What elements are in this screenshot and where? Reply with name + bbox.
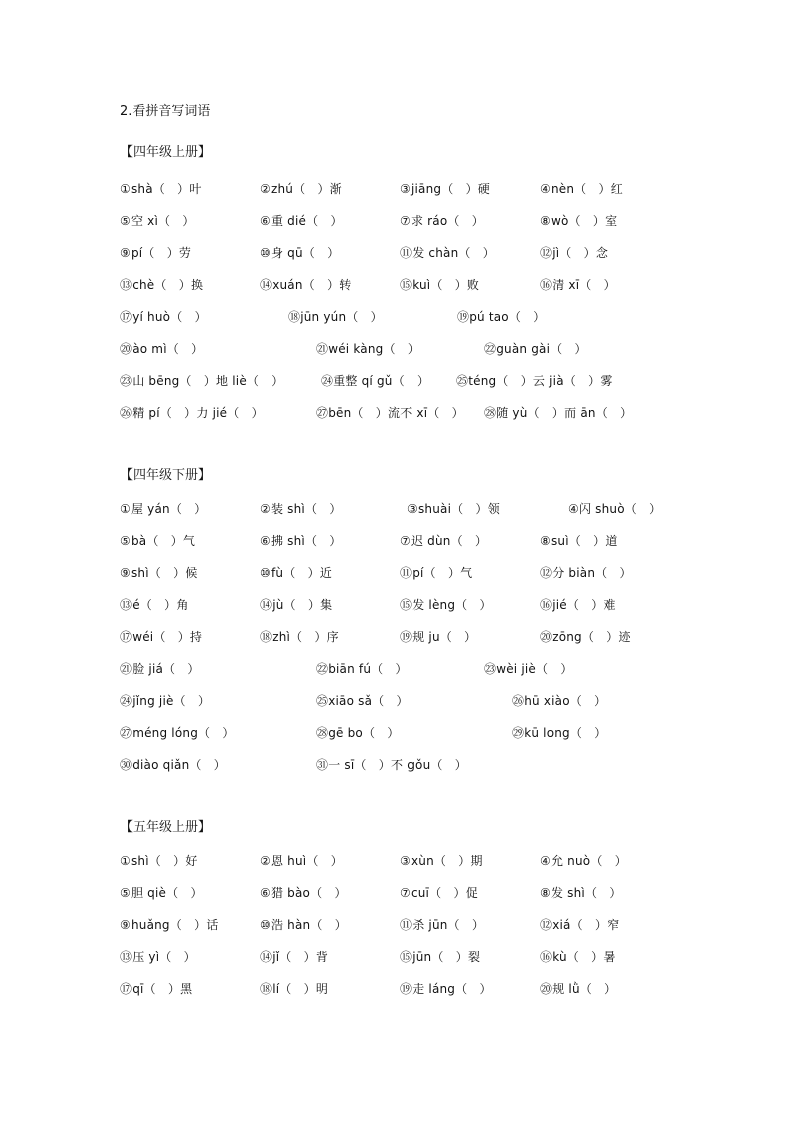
word-item: ⑳规 lǜ（ ）: [540, 982, 617, 996]
word-item: ⑭xuán（ ）转: [260, 278, 352, 292]
word-item: ②zhú（ ）渐: [260, 182, 342, 196]
word-item: ⑯清 xī（ ）: [540, 278, 616, 292]
word-item: ⑯jié（ ）难: [540, 598, 616, 612]
word-item: ⑧suì（ ）道: [540, 534, 618, 548]
section-title: 【四年级下册】: [120, 468, 212, 483]
word-item: ㉕téng（ ）云 jià（ ）雾: [456, 374, 613, 388]
word-item: ⑯kù（ ）暑: [540, 950, 616, 964]
word-item: ⑨shì（ ）候: [120, 566, 198, 580]
word-item: ⑪pí（ ）气: [400, 566, 473, 580]
word-item: ⑦迟 dùn（ ）: [400, 534, 488, 548]
word-item: ⑮jūn（ ）裂: [400, 950, 481, 964]
word-item: ③jiāng（ ）硬: [400, 182, 491, 196]
word-item: ⑱lí（ ）明: [260, 982, 329, 996]
word-item: ⑦求 ráo（ ）: [400, 214, 485, 228]
page-title: 2.看拼音写词语: [120, 104, 211, 119]
word-item: ⑫jì（ ）念: [540, 246, 609, 260]
word-item: ④nèn（ ）红: [540, 182, 623, 196]
word-item: ①shì（ ）好: [120, 854, 198, 868]
word-item: ㉘gē bo（ ）: [316, 726, 400, 740]
word-item: ㉚diào qiǎn（ ）: [120, 758, 226, 772]
word-item: ④闪 shuò（ ）: [568, 502, 662, 516]
word-item: ⑫分 biàn（ ）: [540, 566, 632, 580]
word-item: ⑲走 láng（ ）: [400, 982, 492, 996]
word-item: ⑲规 ju（ ）: [400, 630, 477, 644]
word-item: ⑥拂 shì（ ）: [260, 534, 342, 548]
word-item: ⑩浩 hàn（ ）: [260, 918, 347, 932]
word-item: ⑪发 chàn（ ）: [400, 246, 495, 260]
word-item: ⑮kuì（ ）败: [400, 278, 480, 292]
word-item: ⑤胆 qiè（ ）: [120, 886, 203, 900]
word-item: ⑱jūn yún（ ）: [288, 310, 383, 324]
word-item: ⑩fù（ ）近: [260, 566, 332, 580]
word-item: ③shuài（ ）领: [407, 502, 500, 516]
word-item: ⑳ào mì（ ）: [120, 342, 204, 356]
section-title: 【四年级上册】: [120, 145, 212, 160]
word-item: ⑥猎 bào（ ）: [260, 886, 347, 900]
word-item: ㉛一 sī（ ）不 gǒu（ ）: [316, 758, 467, 772]
word-item: ⑧发 shì（ ）: [540, 886, 622, 900]
word-item: ⑬chè（ ）换: [120, 278, 204, 292]
word-item: ④允 nuò（ ）: [540, 854, 627, 868]
word-item: ⑦cuī（ ）促: [400, 886, 478, 900]
word-item: ㉒biān fú（ ）: [316, 662, 408, 676]
word-item: ⑳zōng（ ）迹: [540, 630, 631, 644]
word-item: ⑧wò（ ）室: [540, 214, 618, 228]
word-item: ㉘随 yù（ ）而 ān（ ）: [484, 406, 633, 420]
word-item: ②装 shì（ ）: [260, 502, 342, 516]
word-item: ⑫xiá（ ）窄: [540, 918, 620, 932]
word-item: ⑲pú tao（ ）: [457, 310, 546, 324]
word-item: ㉔重整 qí gǔ（ ）: [321, 374, 430, 388]
word-item: ⑭jǐ（ ）背: [260, 950, 329, 964]
word-item: ⑤bà（ ）气: [120, 534, 196, 548]
word-item: ㉒guàn gài（ ）: [484, 342, 587, 356]
word-item: ⑬压 yì（ ）: [120, 950, 196, 964]
word-item: ⑬é（ ）角: [120, 598, 189, 612]
word-item: ⑥重 dié（ ）: [260, 214, 343, 228]
word-item: ㉗bēn（ ）流不 xī（ ）: [316, 406, 464, 420]
word-item: ⑰wéi（ ）持: [120, 630, 203, 644]
word-item: ㉖精 pí（ ）力 jié（ ）: [120, 406, 264, 420]
word-item: ⑨pí（ ）劳: [120, 246, 192, 260]
word-item: ⑰yí huò（ ）: [120, 310, 207, 324]
word-item: ㉖hū xiào（ ）: [512, 694, 607, 708]
word-item: ㉕xiāo sǎ（ ）: [316, 694, 409, 708]
word-item: ㉑wéi kàng（ ）: [316, 342, 421, 356]
word-item: ㉑脸 jiá（ ）: [120, 662, 200, 676]
word-item: ⑨huǎng（ ）话: [120, 918, 219, 932]
section-title: 【五年级上册】: [120, 820, 212, 835]
word-item: ㉓wèi jiè（ ）: [484, 662, 573, 676]
word-item: ㉗méng lóng（ ）: [120, 726, 235, 740]
word-item: ㉔jǐng jiè（ ）: [120, 694, 211, 708]
word-item: ③xùn（ ）期: [400, 854, 483, 868]
word-item: ㉓山 bēng（ ）地 liè（ ）: [120, 374, 284, 388]
word-item: ⑭jù（ ）集: [260, 598, 333, 612]
word-item: ⑱zhì（ ）序: [260, 630, 339, 644]
word-item: ⑮发 lèng（ ）: [400, 598, 492, 612]
word-item: ①shà（ ）叶: [120, 182, 202, 196]
word-item: ⑰qī（ ）黑: [120, 982, 193, 996]
word-item: ①屋 yán（ ）: [120, 502, 207, 516]
word-item: ㉙kū long（ ）: [512, 726, 607, 740]
word-item: ⑤空 xì（ ）: [120, 214, 195, 228]
word-item: ⑩身 qū（ ）: [260, 246, 340, 260]
word-item: ②恩 huì（ ）: [260, 854, 343, 868]
word-item: ⑪杀 jūn（ ）: [400, 918, 485, 932]
